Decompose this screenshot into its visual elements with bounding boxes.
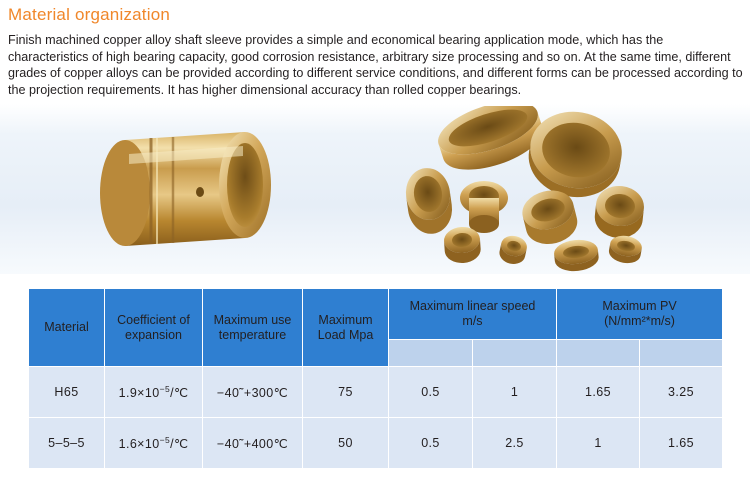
- header-material: Material: [29, 289, 105, 367]
- cell-load: 75: [303, 367, 389, 418]
- product-image-band: [0, 104, 750, 274]
- copper-sleeve-photo: [85, 110, 310, 272]
- header-load-line2: Load Mpa: [317, 327, 374, 342]
- cell-expansion-value: 1.6×10: [118, 437, 160, 452]
- table-row: [29, 418, 723, 469]
- intro-paragraph: Finish machined copper alloy shaft sleeve provides a simple and economical bearing application mode, which has the characteristics of high bearing capacity, good corrosion resistance, arbitrary size processing and so on. At the same time, different grades of copper alloys can be provided according to different service conditions, and different forms can be processed according to the projection requirements. It has higher dimensional accuracy than rolled copper bearings.: [8, 33, 743, 97]
- cell-pv-1: 1.65: [557, 367, 640, 418]
- header-coefficient-line2: expansion: [125, 327, 182, 342]
- header-load-line1: Maximum: [318, 312, 373, 327]
- cell-speed-1: 0.5: [389, 418, 473, 469]
- specification-table: [28, 288, 723, 469]
- header-maximum-linear-speed: [389, 289, 557, 340]
- header-pv-sub-2: [640, 340, 723, 367]
- copper-sleeve-illustration: [85, 110, 310, 272]
- header-coefficient-of-expansion: [105, 289, 203, 367]
- header-speed-sub-2: [473, 340, 557, 367]
- cell-material: H65: [29, 367, 105, 418]
- header-temperature-line1: Maximum use: [213, 312, 292, 327]
- cell-load: 50: [303, 418, 389, 469]
- header-maximum-use-temperature: [203, 289, 303, 367]
- cell-expansion-unit: /℃: [170, 437, 189, 452]
- specification-table-wrapper: [28, 288, 722, 469]
- cell-speed-2: 2.5: [473, 418, 557, 469]
- table-header-row-1: [29, 289, 723, 340]
- header-temperature-line2: temperature: [218, 327, 287, 342]
- header-speed-sub-1: [389, 340, 473, 367]
- page-title: Material organization: [8, 5, 171, 24]
- cell-expansion-exponent: −5: [159, 383, 171, 394]
- header-maximum-load: [303, 289, 389, 367]
- cell-pv-2: 3.25: [640, 367, 723, 418]
- table-row: [29, 367, 723, 418]
- table-body: [29, 367, 723, 469]
- copper-bushing-group-illustration: [380, 106, 670, 274]
- copper-bushing-group-photo: [380, 106, 670, 274]
- header-pv-line2: (N/mm²*m/s): [604, 314, 675, 328]
- header-speed-line2: m/s: [462, 314, 483, 328]
- cell-expansion-unit: /℃: [170, 386, 189, 401]
- cell-temperature: −40˜+400℃: [203, 418, 303, 469]
- header-maximum-pv: [557, 289, 723, 340]
- cell-expansion-value: 1.9×10: [118, 386, 160, 401]
- cell-pv-1: 1: [557, 418, 640, 469]
- cell-expansion-exponent: −5: [159, 434, 171, 445]
- cell-expansion: [105, 418, 203, 469]
- cell-expansion: [105, 367, 203, 418]
- header-pv-sub-1: [557, 340, 640, 367]
- cell-speed-2: 1: [473, 367, 557, 418]
- cell-material: 5–5–5: [29, 418, 105, 469]
- table-header: [29, 289, 723, 367]
- header-speed-line1: Maximum linear speed: [409, 299, 536, 313]
- cell-temperature: −40˜+300℃: [203, 367, 303, 418]
- cell-speed-1: 0.5: [389, 367, 473, 418]
- cell-pv-2: 1.65: [640, 418, 723, 469]
- header-pv-line1: Maximum PV: [602, 299, 677, 313]
- header-coefficient-line1: Coefficient of: [117, 312, 190, 327]
